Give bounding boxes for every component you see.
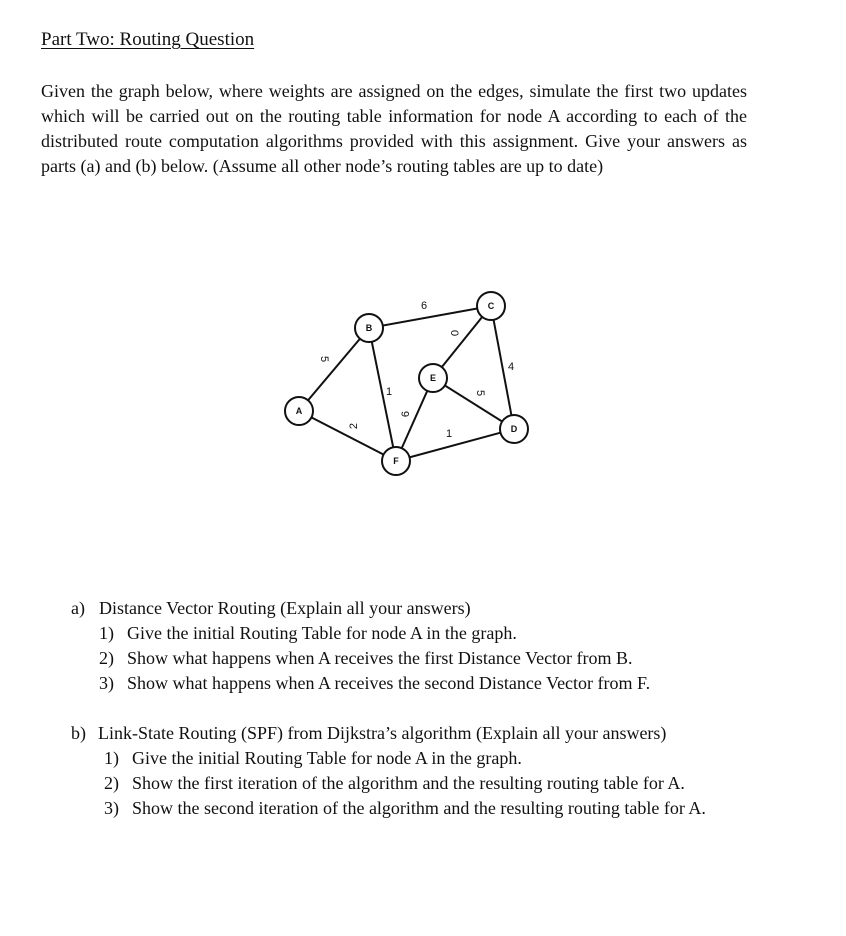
node-e [419, 364, 447, 392]
node-b [355, 314, 383, 342]
part-a-marker: a) [71, 598, 85, 618]
part-b-item-number: 1) [104, 748, 119, 768]
node-f [382, 447, 410, 475]
part-a-item-text: Show what happens when A receives the second Distance Vector from F. [127, 673, 651, 693]
node-a [285, 397, 313, 425]
part-a [71, 596, 651, 696]
part-b [71, 721, 706, 821]
node-e-label: E [429, 373, 437, 383]
part-b-item [104, 771, 706, 796]
part-a-item-number: 2) [99, 648, 114, 668]
part-a-item [99, 671, 650, 696]
intro-paragraph: Given the graph below, where weights are assigned on the edges, simulate the first two updates which will be carried out on the routing table information for node A according to each of the distributed route computation algorithms provided with this assignment. Give your answers as parts (a) and (b) below. (Assume all other node’s routing tables are up to date) [41, 81, 747, 176]
node-a-label: A [295, 406, 303, 416]
node-d-label: D [510, 424, 518, 434]
edge-a-f [299, 411, 396, 461]
node-c-label: C [487, 301, 495, 311]
part-a-title-line [71, 596, 622, 621]
part-a-title: Distance Vector Routing (Explain all your answers) [99, 598, 471, 618]
part-b-item [104, 796, 706, 821]
part-a-item-text: Give the initial Routing Table for node A in the graph. [127, 623, 517, 643]
edge-f-d [396, 429, 514, 461]
part-b-item-text: Give the initial Routing Table for node A in the graph. [132, 748, 522, 768]
part-b-item [104, 746, 706, 771]
part-b-item-number: 3) [104, 798, 119, 818]
part-b-item-number: 2) [104, 773, 119, 793]
edge-b-c [369, 306, 491, 328]
edge-a-b [299, 328, 369, 411]
node-b-label: B [365, 323, 373, 333]
weight-a-f: 2 [348, 422, 360, 430]
part-b-item-text: Show the first iteration of the algorithm and the resulting routing table for A. [132, 773, 685, 793]
weight-c-d: 4 [507, 361, 515, 373]
part-a-item [99, 621, 650, 646]
part-b-title: Link-State Routing (SPF) from Dijkstra’s algorithm (Explain all your answers) [98, 723, 667, 743]
weight-e-d: 5 [474, 389, 486, 397]
part-b-item-text: Show the second iteration of the algorithm and the resulting routing table for A. [132, 798, 706, 818]
weight-f-e: 6 [400, 410, 412, 418]
part-a-item [99, 646, 650, 671]
node-c [477, 292, 505, 320]
node-d [500, 415, 528, 443]
part-b-title-line [71, 721, 673, 746]
weight-b-c: 6 [420, 300, 428, 312]
part-b-marker: b) [71, 723, 86, 743]
node-f-label: F [393, 456, 399, 466]
part-a-item-number: 3) [99, 673, 114, 693]
weight-f-d: 1 [445, 428, 453, 440]
weight-a-b: 5 [318, 355, 330, 363]
part-a-item-text: Show what happens when A receives the first Distance Vector from B. [127, 648, 633, 668]
part-a-item-number: 1) [99, 623, 114, 643]
weight-e-c: 0 [448, 329, 460, 337]
section-heading: Part Two: Routing Question [41, 29, 255, 50]
weight-b-f: 1 [385, 386, 393, 398]
